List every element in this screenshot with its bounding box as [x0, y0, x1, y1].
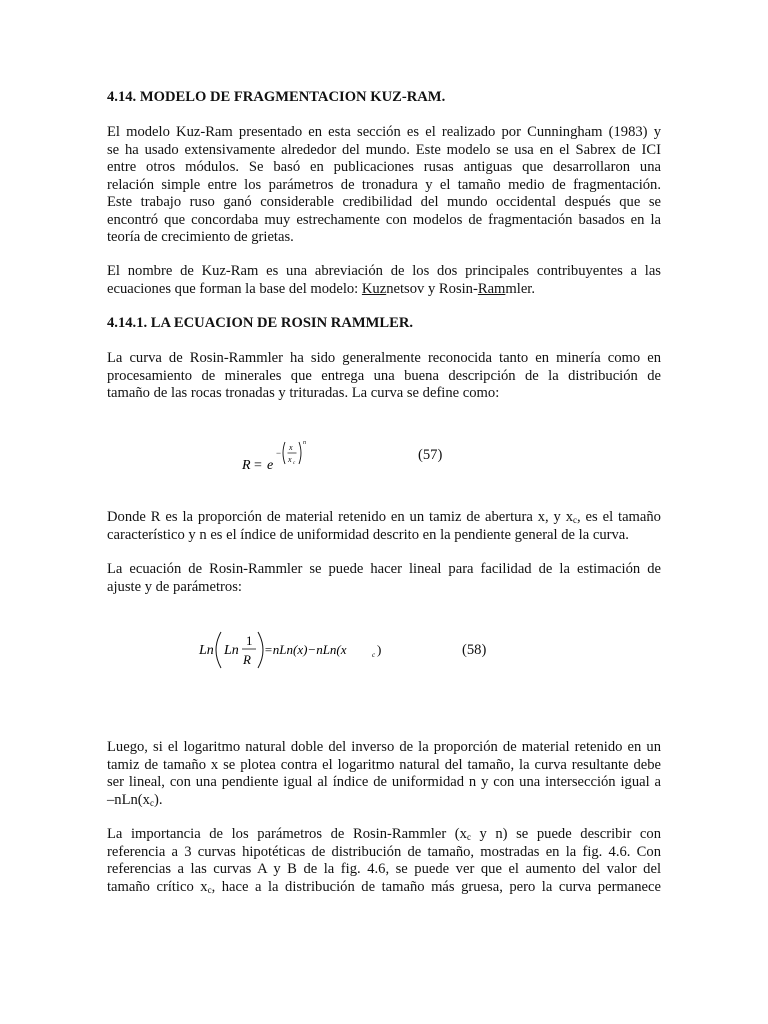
eq-symbol: c	[293, 461, 296, 466]
text-line: procesamiento de minerales que entrega una buena descripción de la distribución de	[107, 367, 661, 384]
text-line: característico y n es el índice de uniformidad descrito en la pendiente general de la curva.	[107, 526, 629, 543]
text-line: El modelo Kuz-Ram presentado en esta sección es el realizado por Cunningham (1983) y	[107, 124, 661, 140]
close-paren	[258, 632, 263, 668]
text-line: referencia a 3 curvas hipotéticas de distribución de tamaño, mostradas en la fig. 4.6. Con	[107, 843, 661, 860]
equation-57	[238, 434, 318, 474]
eq-symbol: R	[243, 652, 251, 667]
text-fragment: , es el tamaño	[577, 509, 661, 525]
text-fragment: ).	[153, 791, 163, 808]
text-fragment: mler.	[505, 280, 536, 297]
text-line: El nombre de Kuz-Ram es una abreviación de los dos principales contribuyentes a las	[107, 263, 661, 279]
definition-paragraph	[107, 509, 661, 544]
text-fragment: –nLn(x	[107, 791, 150, 808]
eq-symbol: n	[303, 440, 306, 446]
text-line	[107, 826, 661, 844]
subscript: c	[573, 515, 578, 525]
open-paren	[216, 632, 221, 668]
text-line: Este trabajo ruso ganó considerable credibilidad del mundo occidental después que se	[107, 194, 661, 210]
equation-58	[196, 628, 396, 672]
text-line: ser lineal, con una pendiente igual al índice de uniformidad n y con una intersección igual a	[107, 774, 661, 790]
eq-symbol: x	[289, 443, 293, 452]
text-line: entre otros módulos. Se basó en publicaciones rusas antiguas que desarrollaron una	[107, 159, 661, 175]
text-line	[107, 509, 661, 527]
open-paren	[283, 442, 285, 464]
text-line: ajuste y de parámetros:	[107, 578, 242, 595]
text-line: encontró que concordaba muy estrechamente con modelos de fragmentación basados en la	[107, 211, 661, 228]
text-line: referencias a las curvas A y B de la fig. 4.6, se puede ver que el aumento del valor del	[107, 861, 661, 877]
text-line: tamaño de las rocas tronadas y trituradas. La curva se define como:	[107, 385, 500, 401]
text-line: Luego, si el logaritmo natural doble del inverso de la proporción de material retenido en un	[107, 739, 661, 755]
text-line: se ha usado extensivamente alrededor del mundo. Este modelo se usa en el Sabrex de ICI	[107, 141, 661, 158]
eq-symbol: )	[377, 642, 382, 657]
text-fragment: La importancia de los parámetros de Rosin-Rammler (x	[107, 826, 467, 842]
eq-symbol: Ln	[224, 643, 239, 658]
eq-symbol: =nLn(x)−nLn(x	[264, 642, 347, 657]
text-line: La curva de Rosin-Rammler ha sido generalmente reconocida tanto en minería como en	[107, 350, 661, 366]
eq-symbol: c	[372, 651, 376, 659]
text-line	[107, 879, 661, 897]
intro-paragraph	[107, 124, 661, 247]
eq-symbol: 1	[246, 633, 253, 648]
text-fragment: y n) se puede describir con	[470, 826, 661, 842]
ram-underlined: Ram	[477, 280, 506, 297]
text-line	[107, 792, 661, 810]
rosin-rammler-paragraph	[107, 350, 661, 403]
text-line: tamiz de tamaño x se plotea contra el logaritmo natural del tamaño, la curva resultante debe	[107, 756, 661, 773]
text-fragment: Donde R es la proporción de material retenido en un tamiz de abertura x, y x	[107, 509, 574, 525]
subscript: c	[149, 797, 154, 808]
text-fragment: , hace a la distribución de tamaño más gruesa, pero la curva permanece	[211, 878, 661, 895]
text-line: relación simple entre los parámetros de tronadura y el tamaño medio de fragmentación.	[107, 176, 661, 193]
subsection-heading: 4.14.1. LA ECUACION DE ROSIN RAMMLER.	[107, 315, 414, 331]
interpretation-paragraph	[107, 739, 661, 809]
kuz-underlined: Kuz	[361, 280, 387, 297]
eq-symbol: −	[276, 448, 282, 458]
eq-symbol: e	[267, 458, 274, 473]
text-line	[107, 281, 661, 299]
close-paren	[299, 442, 301, 464]
eq-symbol: Ln	[199, 643, 214, 658]
parameters-paragraph	[107, 826, 661, 896]
text-fragment: netsov y Rosin-	[386, 280, 478, 297]
eq-symbol: =	[254, 458, 262, 473]
text-line: La ecuación de Rosin-Rammler se puede hacer lineal para facilidad de la estimación de	[107, 561, 661, 577]
equation-number: (57)	[418, 447, 443, 463]
section-heading: 4.14. MODELO DE FRAGMENTACION KUZ-RAM.	[107, 89, 446, 105]
kuz-ram-name-paragraph	[107, 263, 661, 298]
subscript: c	[466, 832, 471, 842]
equation-number: (58)	[462, 642, 487, 658]
subscript: c	[207, 884, 212, 895]
linearization-paragraph	[107, 561, 661, 596]
text-line: teoría de crecimiento de grietas.	[107, 229, 294, 245]
eq-symbol: x	[288, 455, 292, 464]
text-fragment: tamaño crítico x	[107, 878, 208, 895]
eq-symbol: R	[242, 458, 251, 473]
text-fragment: ecuaciones que forman la base del modelo:	[107, 280, 362, 297]
